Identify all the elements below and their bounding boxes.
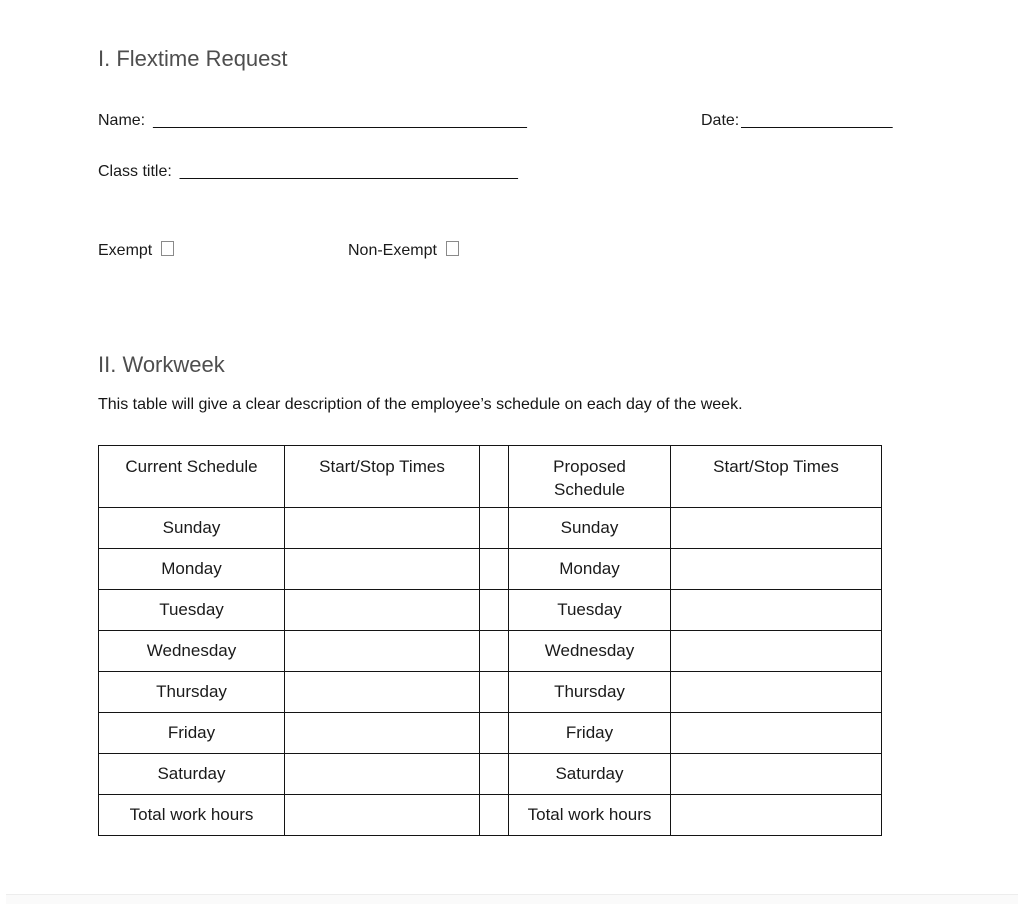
spacer-cell [480,713,509,754]
page-bottom-edge [6,894,1018,904]
table-row [99,549,882,590]
proposed-total-value-cell[interactable] [671,795,882,836]
current-day-cell: Friday [99,713,285,754]
table-row [99,508,882,549]
name-fill-line[interactable]: __________________________________________ [153,112,527,129]
proposed-total-label-cell: Total work hours [509,795,671,836]
current-times-cell[interactable] [285,590,480,631]
proposed-day-cell: Friday [509,713,671,754]
table-row [99,631,882,672]
date-fill-line[interactable]: _________________ [741,112,893,129]
proposed-day-cell: Saturday [509,754,671,795]
class-title-fill-line[interactable]: ______________________________________ [179,163,518,180]
spacer-header-cell [480,446,509,508]
spacer-cell [480,672,509,713]
proposed-times-cell[interactable] [671,549,882,590]
current-day-cell: Saturday [99,754,285,795]
exempt-status-row [98,241,598,261]
exempt-label: Exempt [98,242,153,259]
proposed-day-cell: Sunday [509,508,671,549]
proposed-times-cell[interactable] [671,672,882,713]
current-schedule-header: Current Schedule [99,446,285,508]
spacer-cell [480,795,509,836]
current-times-header: Start/Stop Times [285,446,480,508]
current-times-cell[interactable] [285,631,480,672]
current-times-cell[interactable] [285,508,480,549]
class-title-field-row [98,162,518,182]
current-times-cell[interactable] [285,713,480,754]
proposed-times-cell[interactable] [671,508,882,549]
exempt-checkbox[interactable] [161,241,174,256]
table-header-row [99,446,882,508]
table-row [99,754,882,795]
proposed-times-cell[interactable] [671,713,882,754]
name-field-row [98,111,527,131]
current-total-value-cell[interactable] [285,795,480,836]
workweek-section-heading: II. Workweek [98,352,225,377]
non-exempt-label: Non-Exempt [348,242,437,259]
table-row [99,713,882,754]
non-exempt-checkbox[interactable] [446,241,459,256]
table-row [99,590,882,631]
spacer-cell [480,631,509,672]
proposed-schedule-header-text: Proposed Schedule [553,457,626,499]
current-times-cell[interactable] [285,549,480,590]
proposed-schedule-header [509,446,671,508]
current-day-cell: Sunday [99,508,285,549]
spacer-cell [480,508,509,549]
workweek-description: This table will give a clear description of the employee’s schedule on each day of the week. [98,396,743,413]
proposed-day-cell: Tuesday [509,590,671,631]
current-day-cell: Tuesday [99,590,285,631]
schedule-table [98,445,882,836]
proposed-day-cell: Monday [509,549,671,590]
proposed-day-cell: Wednesday [509,631,671,672]
current-times-cell[interactable] [285,672,480,713]
class-title-label: Class title: [98,163,172,180]
current-total-label-cell: Total work hours [99,795,285,836]
proposed-times-cell[interactable] [671,631,882,672]
spacer-cell [480,590,509,631]
table-total-row [99,795,882,836]
current-day-cell: Thursday [99,672,285,713]
proposed-times-cell[interactable] [671,590,882,631]
date-label: Date: [701,112,740,129]
name-label: Name: [98,112,146,129]
proposed-day-cell: Thursday [509,672,671,713]
date-field-row [701,111,893,131]
spacer-cell [480,754,509,795]
proposed-times-cell[interactable] [671,754,882,795]
current-day-cell: Monday [99,549,285,590]
flextime-section-heading: I. Flextime Request [98,46,288,71]
current-day-cell: Wednesday [99,631,285,672]
current-times-cell[interactable] [285,754,480,795]
table-row [99,672,882,713]
non-exempt-group [348,241,459,261]
proposed-times-header: Start/Stop Times [671,446,882,508]
spacer-cell [480,549,509,590]
